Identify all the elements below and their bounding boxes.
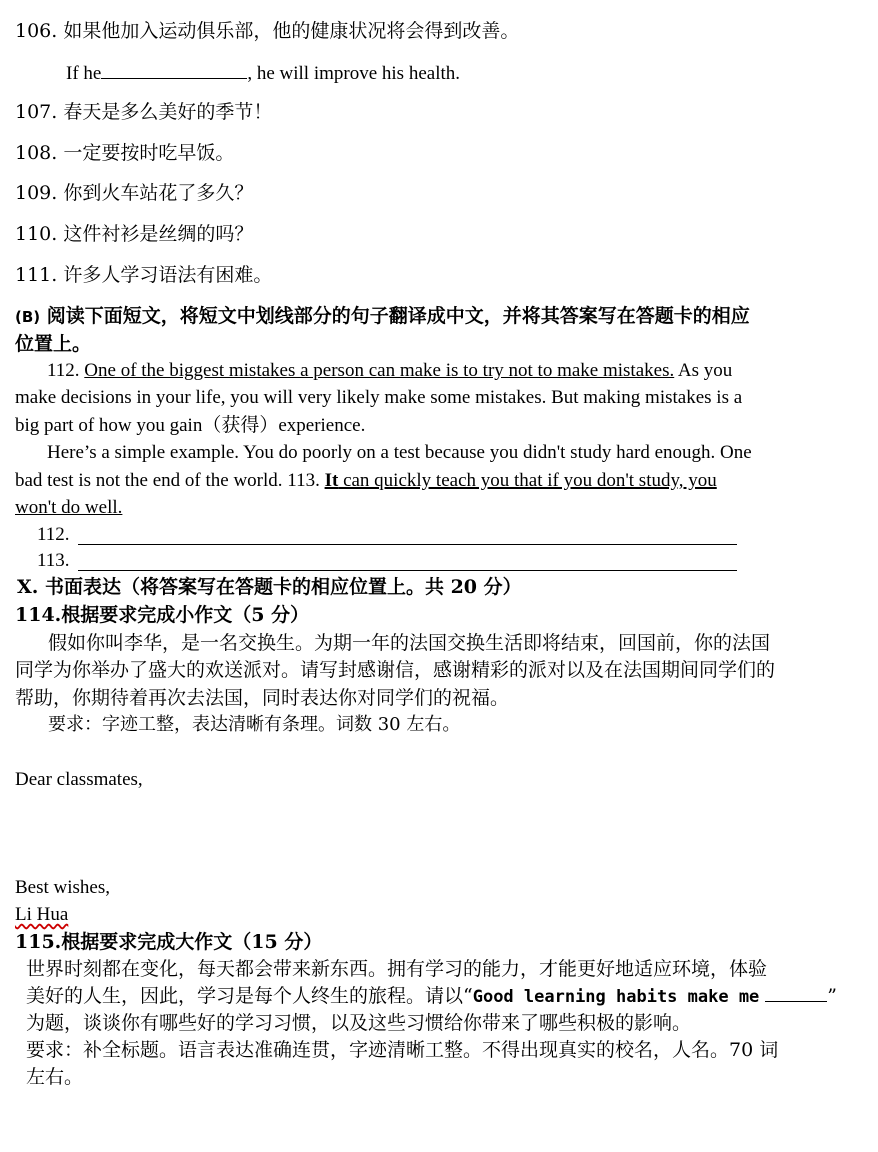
- passage-text: bad test is not the end of the world. 113.: [15, 470, 325, 491]
- question-number: 110.: [15, 223, 58, 245]
- answer-blank-112[interactable]: [78, 544, 737, 545]
- question-106: [15, 19, 519, 43]
- passage-text: Here’s a simple example. You do poorly on a test because you didn't study hard enough. One: [47, 442, 752, 463]
- closing-text: Best wishes,: [15, 877, 110, 898]
- greeting-text: Dear classmates,: [15, 769, 143, 790]
- question-115-title: [15, 930, 322, 954]
- underlined-sentence-112: One of the biggest mistakes a person can make is to try not to make mistakes.: [84, 360, 675, 381]
- q115-body-3: [26, 1011, 691, 1035]
- underlined-sentence-113-start: It: [324, 470, 339, 491]
- q115-body-1: [26, 957, 767, 981]
- english-prefix: If he: [66, 63, 102, 84]
- question-text: 这件衬衫是丝绸的吗？: [63, 223, 254, 245]
- passage-text: As you: [674, 360, 733, 381]
- passage-line-4: [47, 441, 752, 465]
- instruction-text: 阅读下面短文，将短文中划线部分的句子翻译成中文，并将其答案写在答题卡的相应: [46, 305, 750, 327]
- question-number: 108.: [15, 142, 58, 164]
- question-110: [15, 222, 253, 246]
- letter-closing: [15, 876, 110, 900]
- question-107: [15, 100, 272, 124]
- passage-line-2: [15, 386, 848, 410]
- section-x-title: [17, 575, 522, 599]
- answer-line-112: [37, 523, 70, 547]
- answer-number: 112.: [37, 524, 70, 545]
- q115-body-5: [26, 1065, 83, 1089]
- question-text: 许多人学习语法有困难。: [63, 264, 273, 286]
- underlined-sentence-113-end: won't do well.: [15, 497, 123, 518]
- passage-line-3: [15, 414, 365, 438]
- question-text: 如果他加入运动俱乐部，他的健康状况将会得到改善。: [63, 20, 520, 42]
- question-108: [15, 141, 234, 165]
- title-blank[interactable]: [765, 985, 827, 1002]
- letter-signature: [15, 903, 68, 927]
- requirement-text: 左右。: [26, 1066, 84, 1088]
- q114-body-3: [15, 686, 509, 710]
- passage-line-5: [15, 469, 717, 493]
- question-111: [15, 263, 272, 287]
- question-number: 107.: [15, 101, 58, 123]
- prompt-text: 同学为你举办了盛大的欢送派对。请写封感谢信，感谢精彩的派对以及在法国期间同学们的: [15, 659, 776, 681]
- section-title: Ⅹ. 书面表达（将答案写在答题卡的相应位置上。共 20 分）: [17, 576, 522, 598]
- prompt-text: 为题，谈谈你有哪些好的学习习惯，以及这些习惯给你带来了哪些积极的影响。: [26, 1012, 692, 1034]
- section-marker: (B): [15, 308, 41, 326]
- sentence-number: 112.: [47, 360, 80, 381]
- question-number: 106.: [15, 20, 58, 42]
- question-text: 你到火车站花了多久？: [63, 182, 254, 204]
- question-106-english: [66, 60, 460, 86]
- prompt-text: 美好的人生，因此，学习是每个人终生的旅程。请以“: [26, 985, 473, 1007]
- passage-line-6: [15, 496, 122, 520]
- question-number: 111.: [15, 264, 58, 286]
- q115-body-2: [26, 984, 837, 1009]
- question-text: 一定要按时吃早饭。: [63, 142, 235, 164]
- answer-blank[interactable]: [101, 60, 247, 79]
- q114-requirement: [48, 713, 460, 737]
- passage-text: big part of how you gain（获得）experience.: [15, 415, 366, 436]
- prompt-text: 世界时刻都在变化，每天都会带来新东西。拥有学习的能力，才能更好地适应环境，体验: [26, 958, 768, 980]
- question-title: 114.根据要求完成小作文（5 分）: [15, 604, 310, 626]
- letter-greeting: [15, 768, 143, 792]
- requirement-text: 要求：字迹工整，表达清晰有条理。词数 30 左右。: [48, 714, 461, 735]
- signature-text: Li Hua: [15, 904, 69, 925]
- underlined-sentence-113: can quickly teach you that if you don't study, you: [338, 470, 717, 491]
- question-number: 109.: [15, 182, 58, 204]
- question-109: [15, 181, 253, 205]
- answer-number: 113.: [37, 550, 70, 571]
- question-title: 115.根据要求完成大作文（15 分）: [15, 931, 323, 953]
- essay-title-prompt: Good learning habits make me: [472, 987, 760, 1007]
- passage-line-1: [47, 359, 732, 383]
- question-114-title: [15, 603, 309, 627]
- section-b-instruction: [15, 304, 750, 329]
- prompt-text: 帮助，你期待着再次去法国，同时表达你对同学们的祝福。: [15, 687, 510, 709]
- answer-line-113: [37, 549, 70, 573]
- question-text: 春天是多么美好的季节！: [63, 101, 273, 123]
- q115-body-4: [26, 1038, 778, 1062]
- english-suffix: , he will improve his health.: [247, 63, 460, 84]
- q114-body-2: [15, 658, 775, 682]
- section-b-instruction-cont: [15, 332, 91, 356]
- requirement-text: 要求：补全标题。语言表达准确连贯，字迹清晰工整。不得出现真实的校名，人名。70 词: [26, 1039, 779, 1061]
- passage-text: make decisions in your life, you will very likely make some mistakes. But making mistakes is a: [15, 387, 743, 408]
- instruction-text: 位置上。: [15, 333, 92, 355]
- prompt-text: 假如你叫李华，是一名交换生。为期一年的法国交换生活即将结束，回国前，你的法国: [48, 632, 771, 654]
- prompt-text: ”: [827, 985, 838, 1007]
- q114-body-1: [48, 631, 770, 655]
- answer-blank-113[interactable]: [78, 570, 737, 571]
